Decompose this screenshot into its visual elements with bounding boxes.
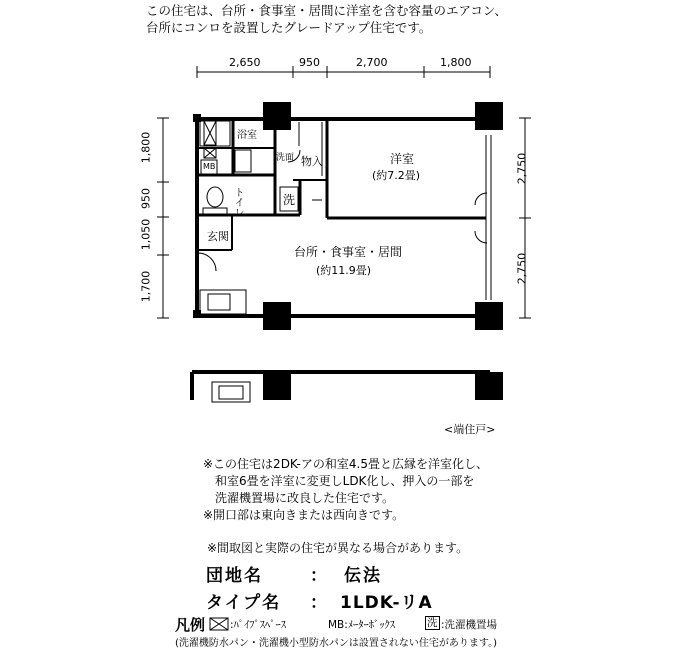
toilet-fixture <box>207 187 223 207</box>
room-western-size: (約7.2畳) <box>372 169 421 182</box>
legend-laundry-text: :洗濯機置場 <box>441 619 498 631</box>
note-line-1: ※この住宅は2DK-アの和室4.5畳と広縁を洋室化し、 <box>203 457 488 471</box>
wash-basin <box>235 150 251 172</box>
room-western-name: 洋室 <box>390 152 415 166</box>
complex-name: 伝法 <box>344 566 382 586</box>
note-line-3: 洗濯機置場に改良した住宅です。 <box>215 491 395 505</box>
lower-column-right <box>475 372 503 400</box>
intro-line-1: この住宅は、台所・食事室・居間に洋室を含む容量のエアコン、 <box>146 3 507 18</box>
unit-position-label: <端住戸> <box>444 423 496 436</box>
room-wash: 洗面 <box>276 153 295 163</box>
complex-label: 団地名 <box>206 566 263 586</box>
column-top-right <box>475 102 503 130</box>
room-storage: 物入 <box>301 155 323 168</box>
legend-pipe-space: :ﾊﾟｲﾌﾟｽﾍﾟｰｽ <box>230 619 287 631</box>
column-bottom-right <box>475 302 503 330</box>
type-separator: ： <box>310 593 329 613</box>
dim-left-2: 950 <box>139 188 153 209</box>
dim-right-1: 2,750 <box>515 152 529 185</box>
room-mb: MB <box>203 162 216 171</box>
lower-column-mid <box>263 372 291 400</box>
legend-footnote: (洗濯機防水パン・洗濯機小型防水パンは設置されない住宅があります。) <box>175 638 498 649</box>
dim-top-3: 2,700 <box>356 56 388 69</box>
room-bath: 浴室 <box>237 130 257 141</box>
room-ldk-name: 台所・食事室・居間 <box>294 245 403 259</box>
column-top-mid <box>263 102 291 130</box>
legend-laundry-symbol: 洗 <box>427 617 438 629</box>
type-label: タイプ名 <box>206 593 282 613</box>
room-entrance: 玄関 <box>207 230 229 243</box>
dim-left-1: 1,800 <box>139 131 153 164</box>
intro-line-2: 台所にコンロを設置したグレードアップ住宅です。 <box>146 20 432 35</box>
dim-left-3: 1,050 <box>139 218 153 251</box>
column-top-left <box>193 114 201 122</box>
note-line-5: ※間取図と実際の住宅が異なる場合があります。 <box>207 541 469 555</box>
room-ldk-size: (約11.9畳) <box>316 264 372 277</box>
dim-right-2: 2,750 <box>515 252 529 285</box>
dim-left-4: 1,700 <box>139 270 153 303</box>
note-line-4: ※開口部は東向きまたは西向きです。 <box>203 508 405 522</box>
room-laundry: 洗 <box>283 193 296 207</box>
room-toilet: トイレ <box>232 187 243 217</box>
dim-top-2: 950 <box>299 56 320 69</box>
legend-title: 凡例 <box>175 616 206 634</box>
note-line-2: 和室6畳を洋室に変更しLDK化し、押入の一部を <box>215 474 475 488</box>
dim-top-4: 1,800 <box>440 56 472 69</box>
complex-separator: ： <box>310 566 329 586</box>
entry-door <box>198 253 216 271</box>
type-name: 1LDK-リA <box>340 593 433 613</box>
dim-top-1: 2,650 <box>229 56 261 69</box>
legend-meter-box: MB:ﾒｰﾀｰﾎﾞｯｸｽ <box>328 619 396 631</box>
column-bottom-mid <box>263 302 291 330</box>
